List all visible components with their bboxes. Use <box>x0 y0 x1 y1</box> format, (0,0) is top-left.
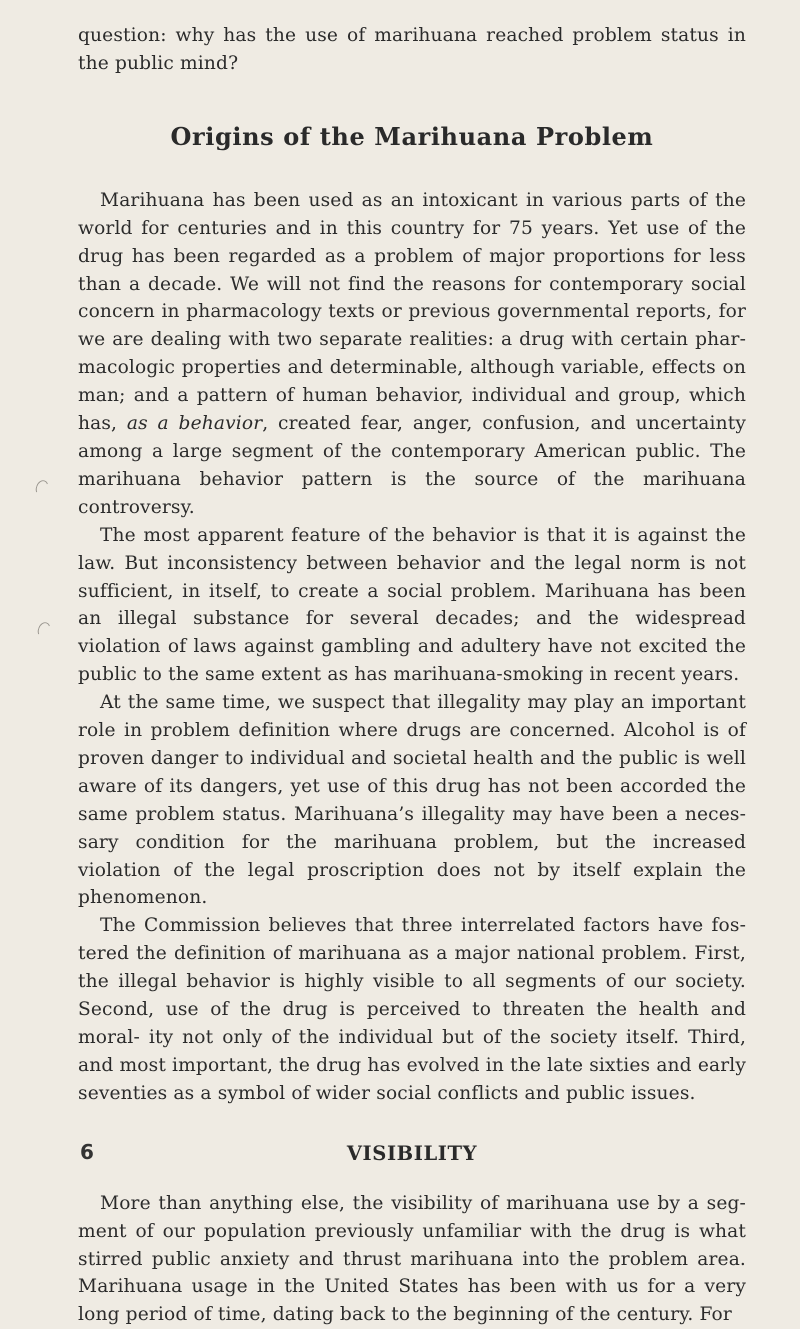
paragraph-3: At the same time, we suspect that illegality may play an important role in problem definition where drugs are concerned. Alcohol is of proven danger to individual and societal health and the public is well aware of its dangers, yet use of this drug has not been accorded the same problem status. Marihuana’s illegality may have been a neces- sary condition for the marihuana problem, but the increased violation of the legal proscription does not by itself explain the phenomenon. <box>78 692 746 909</box>
paragraph-1 <box>78 187 746 522</box>
paragraph-1-emphasis: as a behavior <box>126 413 263 435</box>
page-body <box>78 22 746 1329</box>
margin-mark <box>36 620 53 639</box>
intro-fragment: question: why has the use of marihuana reached problem status in the public mind? <box>78 25 746 74</box>
paragraph-5: More than anything else, the visibility of marihuana use by a seg- ment of our population previously unfamiliar with the drug is what stirred public anxiety and thrust marihuana into the problem area. Marihuana usage in the United States has been with us for a very long period of time, dating back to the beginning of the century. For <box>78 1192 746 1326</box>
paragraph-1-part-b: , created fear, anger, confusion, and uncertainty among a large segment of the contemporary American public. The marihuana behavior pattern is the source of the marihuana controversy. <box>78 413 747 518</box>
section-title: Origins of the Marihuana Problem <box>170 121 654 151</box>
margin-mark <box>34 478 51 497</box>
page-number: 6 <box>80 1140 94 1164</box>
subsection-title: VISIBILITY <box>346 1141 478 1165</box>
paragraph-1-part-a: Marihuana has been used as an intoxicant in various parts of the world for centuries and in this country for 75 years. Yet use of the drug has been regarded as a problem of major proportions for less than a decade. We will not find the reasons for contemporary social concern in pharmacology texts or previous governmental reports, for we are dealing with two separate realities: a drug with certain phar- macologic properties and determinable, although variable, effects on man; and a pattern of human behavior, individual and group, which has, <box>78 189 746 435</box>
paragraph-2: The most apparent feature of the behavior is that it is against the law. But inconsistency between behavior and the legal norm is not sufficient, in itself, to create a social problem. Marihuana has been an illegal substance for several decades; and the widespread violation of laws against gambling and adultery have not excited the public to the same extent as has marihuana-smoking in recent years. <box>78 524 746 686</box>
paragraph-4: The Commission believes that three interrelated factors have fos- tered the definition of marihuana as a major national problem. First, the illegal behavior is highly visible to all segments of our society. Second, use of the drug is perceived to threaten the health and moral- ity not only of the individual but of the society itself. Third, and most important, the drug has evolved in the late sixties and early seventies as a symbol of wider social conflicts and public issues. <box>78 915 746 1104</box>
